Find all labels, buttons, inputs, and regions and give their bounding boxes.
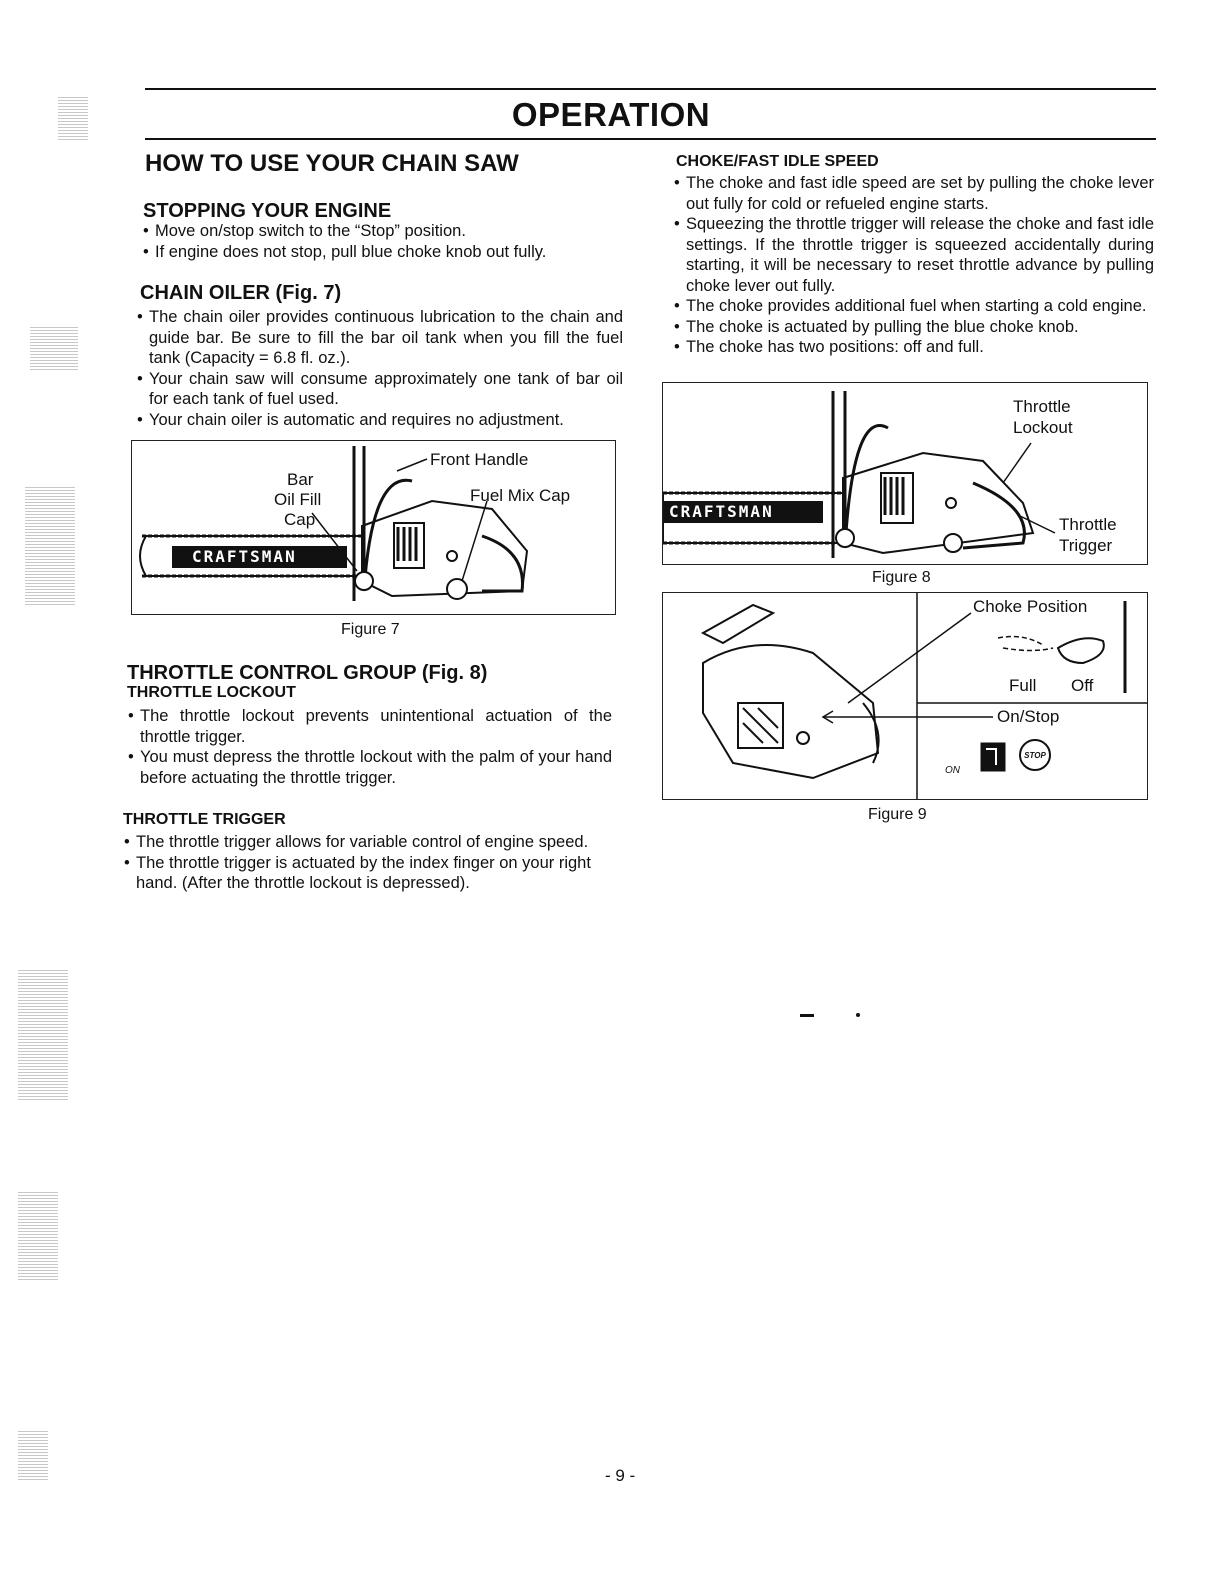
list-item: • The throttle lockout prevents unintentional actuation of the throttle trigger. bbox=[128, 706, 612, 747]
top-rule bbox=[145, 88, 1156, 90]
list-item: • Your chain saw will consume approximately one tank of bar oil for each tank of fuel used. bbox=[137, 369, 623, 410]
figure-7-caption: Figure 7 bbox=[341, 621, 400, 638]
off-label: Off bbox=[1071, 676, 1094, 695]
scan-artifact bbox=[18, 1430, 48, 1480]
chain-oiler-bullets bbox=[137, 307, 623, 430]
scan-artifact bbox=[30, 325, 78, 370]
craftsman-logo: CRAFTSMAN bbox=[192, 547, 297, 566]
choke-heading: CHOKE/FAST IDLE SPEED bbox=[676, 153, 879, 170]
list-item: • The choke provides additional fuel when starting a cold engine. bbox=[674, 296, 1154, 317]
list-item: • You must depress the throttle lockout with the palm of your hand before actuating the throttle trigger. bbox=[128, 747, 612, 788]
figure-8 bbox=[662, 382, 1148, 565]
list-item: • The choke has two positions: off and full. bbox=[674, 337, 1154, 358]
page-number: - 9 - bbox=[605, 1466, 636, 1485]
throttle-lockout-label-2: Lockout bbox=[1013, 418, 1073, 437]
chainsaw-illustration bbox=[132, 441, 615, 614]
scan-mark bbox=[856, 1013, 860, 1017]
stop-icon bbox=[1019, 739, 1051, 771]
throttle-trigger-label-1: Throttle bbox=[1059, 515, 1117, 534]
figure-9 bbox=[662, 592, 1148, 800]
throttle-lockout-bullets bbox=[128, 706, 612, 788]
cap-label: Cap bbox=[284, 510, 316, 529]
oil-fill-label: Oil Fill bbox=[274, 490, 322, 509]
list-item: • The choke is actuated by pulling the blue choke knob. bbox=[674, 317, 1154, 338]
page-title: OPERATION bbox=[511, 96, 711, 133]
full-label: Full bbox=[1009, 676, 1037, 695]
choke-bullets bbox=[674, 173, 1154, 358]
fuel-mix-cap-label: Fuel Mix Cap bbox=[470, 486, 571, 505]
bar-label: Bar bbox=[287, 470, 314, 489]
stopping-bullets bbox=[143, 221, 613, 262]
main-heading: HOW TO USE YOUR CHAIN SAW bbox=[145, 150, 519, 177]
list-item: • Squeezing the throttle trigger will release the choke and fast idle settings. If the throttle trigger is squeezed accidentally during starting, it will be necessary to reset throttle advance by pulling choke lever out fully. bbox=[674, 214, 1154, 296]
chain-oiler-heading: CHAIN OILER (Fig. 7) bbox=[140, 282, 342, 304]
figure-7 bbox=[131, 440, 616, 615]
craftsman-logo: CRAFTSMAN bbox=[669, 502, 774, 521]
scan-mark bbox=[800, 1014, 814, 1017]
on-label: ON bbox=[945, 765, 960, 776]
figure-9-caption: Figure 9 bbox=[868, 806, 927, 823]
choke-position-label: Choke Position bbox=[973, 597, 1088, 616]
title-rule bbox=[145, 138, 1156, 140]
list-item: • If engine does not stop, pull blue choke knob out fully. bbox=[143, 242, 613, 263]
list-item: • The chain oiler provides continuous lubrication to the chain and guide bar. Be sure to fill the bar oil tank when you fill the fuel tank (Capacity = 6.8 fl. oz.). bbox=[137, 307, 623, 369]
throttle-group-heading: THROTTLE CONTROL GROUP (Fig. 8) bbox=[127, 662, 488, 684]
stop-icon-label: STOP bbox=[1024, 750, 1046, 760]
list-item: • The throttle trigger allows for variable control of engine speed. bbox=[124, 832, 614, 853]
throttle-trigger-heading: THROTTLE TRIGGER bbox=[123, 811, 286, 828]
scan-artifact bbox=[25, 485, 75, 605]
list-item: • Your chain oiler is automatic and requires no adjustment. bbox=[137, 410, 623, 431]
throttle-lockout-label-1: Throttle bbox=[1013, 397, 1071, 416]
throttle-trigger-label-2: Trigger bbox=[1059, 536, 1113, 555]
choke-illustration bbox=[663, 593, 1147, 799]
front-handle-label: Front Handle bbox=[430, 450, 529, 469]
figure-8-caption: Figure 8 bbox=[872, 569, 931, 586]
list-item: • The choke and fast idle speed are set by pulling the choke lever out fully for cold or refueled engine starts. bbox=[674, 173, 1154, 214]
scan-artifact bbox=[18, 1190, 58, 1280]
throttle-lockout-heading: THROTTLE LOCKOUT bbox=[127, 684, 296, 701]
list-item: • The throttle trigger is actuated by the index finger on your right hand. (After the throttle lockout is depressed). bbox=[124, 853, 614, 894]
scan-artifact bbox=[18, 970, 68, 1100]
throttle-trigger-bullets bbox=[124, 832, 614, 894]
list-item: • Move on/stop switch to the “Stop” position. bbox=[143, 221, 613, 242]
on-stop-label: On/Stop bbox=[997, 707, 1060, 726]
stopping-heading: STOPPING YOUR ENGINE bbox=[143, 200, 392, 222]
